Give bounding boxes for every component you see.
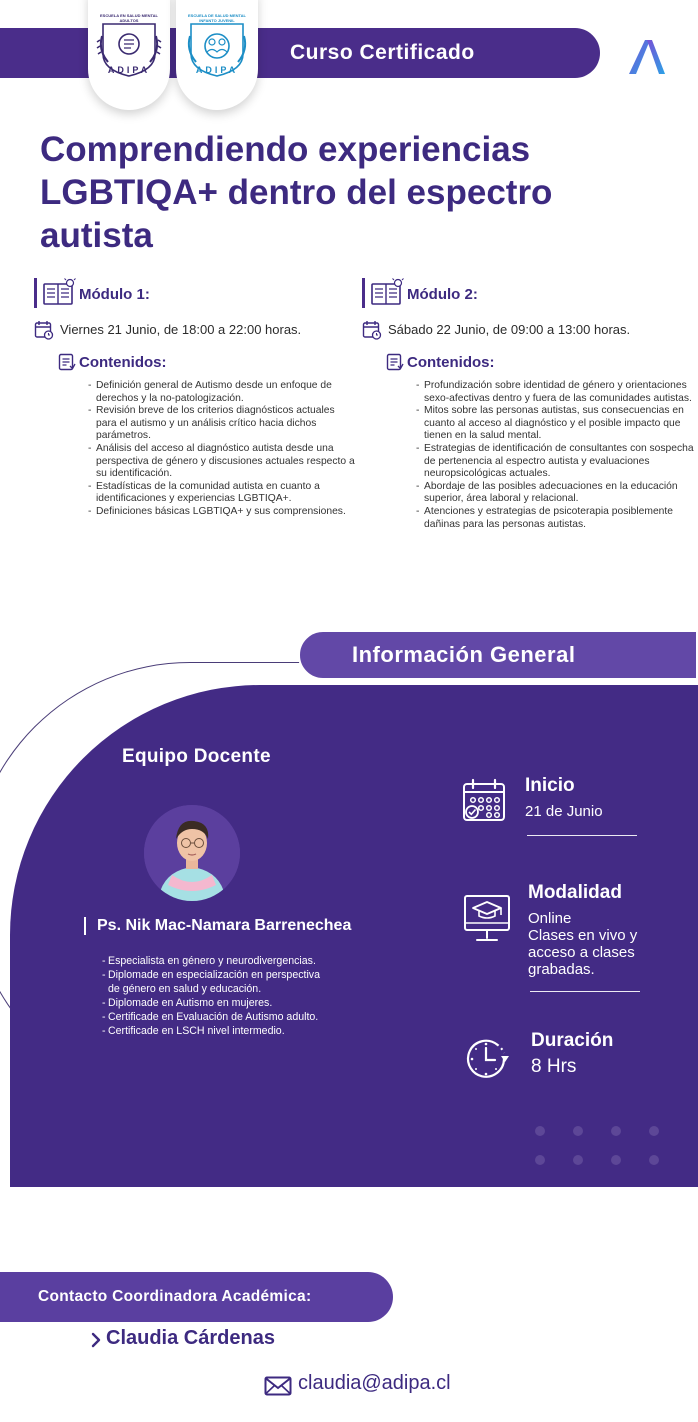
mail-icon bbox=[264, 1376, 292, 1396]
seal-adults-word: ADIPA bbox=[107, 65, 151, 75]
calendar-icon bbox=[461, 777, 509, 825]
contents-document-icon bbox=[58, 353, 76, 372]
list-item: - Mitos sobre las personas autistas, sus consecuencias en cuanto al acceso al diagnóstico y el posible impacto que tienen en la salud mental. bbox=[416, 405, 696, 443]
module-1-contents-label: Contenidos: bbox=[79, 354, 167, 371]
list-item: - Atenciones y estrategias de psicoterapia posiblemente dañinas para las personas autistas. bbox=[416, 506, 696, 531]
seal-youth-logo bbox=[176, 0, 258, 110]
seal-adults-logo bbox=[88, 0, 170, 110]
module-1 bbox=[34, 276, 364, 519]
course-title: Comprendiendo experiencias LGBTIQA+ dentro del espectro autista bbox=[40, 130, 553, 255]
decorative-dot bbox=[649, 1126, 659, 1136]
teacher-credentials-list bbox=[102, 954, 334, 1038]
list-item: - Definición general de Autismo desde un enfoque de derechos y la no-patologización. bbox=[88, 380, 358, 405]
teacher-accent-bar bbox=[84, 917, 86, 935]
modality-line-3: acceso a clases bbox=[528, 944, 635, 961]
teacher-name: Ps. Nik Mac-Namara Barrenechea bbox=[97, 917, 352, 934]
decorative-dot bbox=[573, 1155, 583, 1165]
teaching-team-title: Equipo Docente bbox=[122, 746, 271, 767]
list-item: - Estadísticas de la comunidad autista en cuanto a identificaciones y experiencias LGBTIQA+. bbox=[88, 481, 358, 506]
seal-youth-caption: ESCUELA DE SALUD MENTAL INFANTO JUVENIL bbox=[188, 13, 246, 23]
module-book-icon bbox=[370, 278, 404, 308]
list-item: - Definiciones básicas LGBTIQA+ y sus comprensiones. bbox=[88, 506, 358, 519]
contact-banner bbox=[0, 1272, 393, 1322]
module-2-contents-list bbox=[416, 380, 696, 531]
module-2-contents-label: Contenidos: bbox=[407, 354, 495, 371]
list-item: - Diplomade en especialización en perspectiva de género en salud y educación. bbox=[102, 968, 334, 996]
decorative-dot bbox=[573, 1126, 583, 1136]
contact-name: Claudia Cárdenas bbox=[106, 1327, 275, 1349]
list-item: - Certificade en Evaluación de Autismo adulto. bbox=[102, 1010, 334, 1024]
module-1-contents-list bbox=[88, 380, 358, 519]
decorative-dot bbox=[535, 1126, 545, 1136]
list-item: - Certificade en LSCH nivel intermedio. bbox=[102, 1024, 334, 1038]
module-2-title: Módulo 2: bbox=[407, 286, 478, 303]
module-1-accent-bar bbox=[34, 278, 37, 308]
course-type-label: Curso Certificado bbox=[290, 41, 475, 64]
chevron-right-icon bbox=[90, 1332, 102, 1348]
start-label: Inicio bbox=[525, 775, 575, 796]
module-book-icon bbox=[42, 278, 76, 308]
modality-line-1: Online bbox=[528, 910, 572, 927]
modality-line-2: Clases en vivo y bbox=[528, 927, 638, 944]
online-class-monitor-icon bbox=[462, 893, 512, 945]
divider bbox=[530, 991, 640, 992]
modality-label: Modalidad bbox=[528, 882, 622, 903]
calendar-clock-icon bbox=[362, 320, 382, 340]
list-item: - Especialista en género y neurodivergencias. bbox=[102, 954, 334, 968]
contact-label: Contacto Coordinadora Académica: bbox=[38, 1288, 312, 1305]
list-item: - Abordaje de las posibles adecuaciones en la educación superior, área laboral y relacional. bbox=[416, 481, 696, 506]
list-item: - Revisión breve de los criterios diagnósticos actuales para el autismo y un análisis crítico hacia dichos parámetros. bbox=[88, 405, 358, 443]
teacher-avatar bbox=[144, 805, 240, 901]
adipa-brand-logo bbox=[626, 36, 668, 78]
module-1-date: Viernes 21 Junio, de 18:00 a 22:00 horas. bbox=[60, 322, 302, 337]
contact-email-link[interactable]: claudia@adipa.cl bbox=[298, 1372, 451, 1394]
divider bbox=[527, 835, 637, 836]
seal-youth-word: ADIPA bbox=[195, 65, 239, 75]
decorative-dot bbox=[535, 1155, 545, 1165]
list-item: - Estrategias de identificación de consultantes con sospecha de pertenencia al espectro autista y evaluaciones neuropsicológicas actuales. bbox=[416, 443, 696, 481]
clock-icon bbox=[464, 1035, 516, 1083]
start-value: 21 de Junio bbox=[525, 803, 603, 820]
calendar-clock-icon bbox=[34, 320, 54, 340]
modality-line-4: grabadas. bbox=[528, 961, 595, 978]
module-2-date: Sábado 22 Junio, de 09:00 a 13:00 horas. bbox=[388, 322, 631, 337]
module-2-accent-bar bbox=[362, 278, 365, 308]
decorative-dot bbox=[649, 1155, 659, 1165]
contents-document-icon bbox=[386, 353, 404, 372]
general-info-tab bbox=[298, 630, 698, 680]
general-info-title: Información General bbox=[352, 642, 576, 667]
list-item: - Análisis del acceso al diagnóstico autista desde una perspectiva de género y discusiones actuales respecto a su identificación. bbox=[88, 443, 358, 481]
duration-label: Duración bbox=[531, 1030, 614, 1051]
list-item: - Diplomade en Autismo en mujeres. bbox=[102, 996, 334, 1010]
decorative-dot bbox=[611, 1126, 621, 1136]
seal-adults-caption: ESCUELA EN SALUD MENTAL ADULTOS bbox=[100, 13, 158, 23]
duration-value: 8 Hrs bbox=[531, 1056, 577, 1077]
module-1-title: Módulo 1: bbox=[79, 286, 150, 303]
decorative-dot bbox=[611, 1155, 621, 1165]
list-item: - Profundización sobre identidad de género y orientaciones sexo-afectivas dentro y fuera de las comunidades autistas. bbox=[416, 380, 696, 405]
module-2 bbox=[362, 276, 692, 531]
